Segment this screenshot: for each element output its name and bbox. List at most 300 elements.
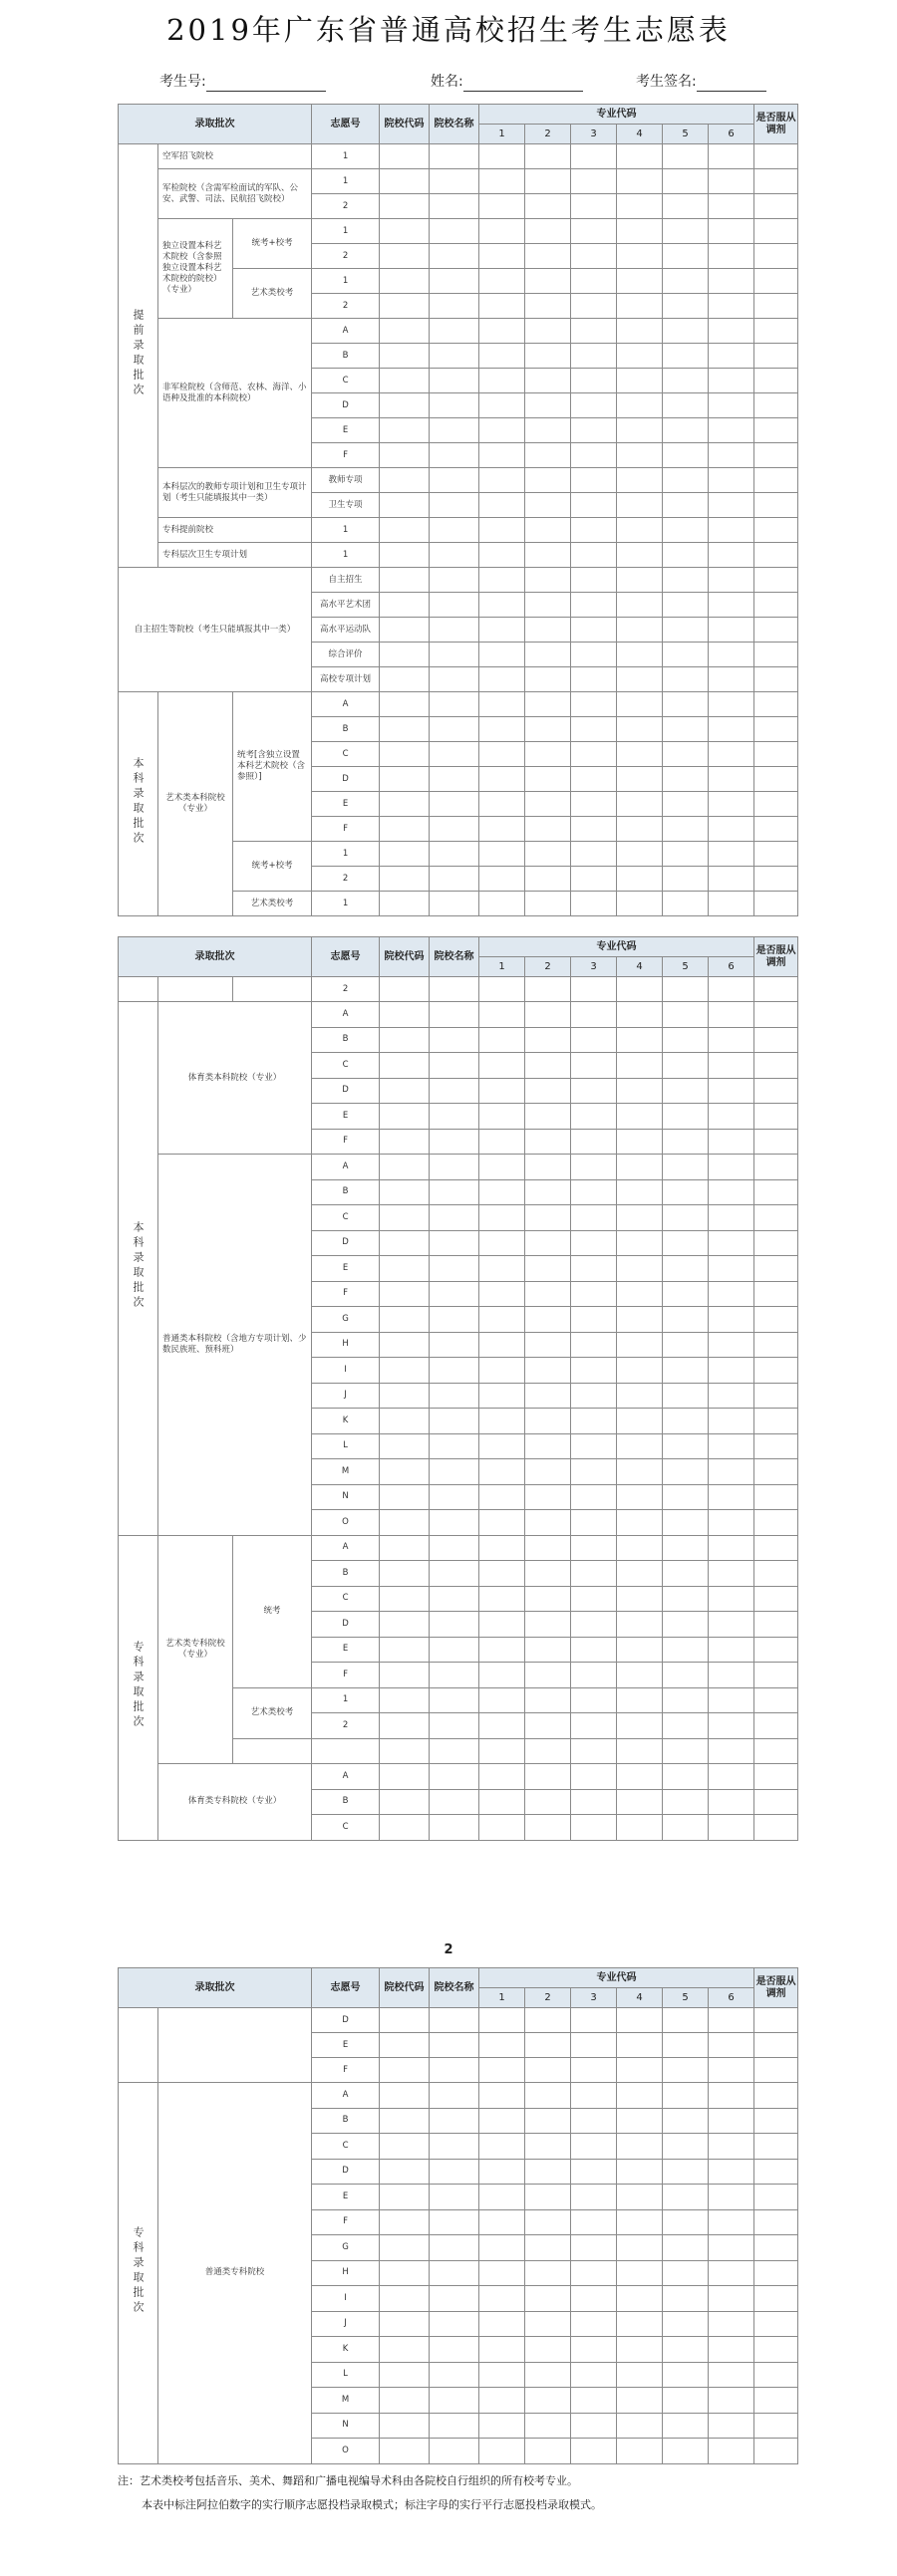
form-entry-cell[interactable] (617, 1002, 663, 1028)
form-entry-cell[interactable] (709, 767, 754, 792)
form-entry-cell[interactable] (479, 2235, 525, 2261)
form-entry-cell[interactable] (525, 393, 571, 418)
form-entry-cell[interactable] (617, 2388, 663, 2414)
form-entry-cell[interactable] (617, 977, 663, 1002)
form-entry-cell[interactable] (663, 593, 709, 618)
form-entry-cell[interactable] (430, 1484, 479, 1510)
form-entry-cell[interactable] (571, 2362, 617, 2388)
form-entry-cell[interactable] (380, 1815, 430, 1841)
form-entry-cell[interactable] (663, 1815, 709, 1841)
form-entry-cell[interactable] (754, 742, 798, 767)
form-entry-cell[interactable] (709, 1230, 754, 1256)
form-entry-cell[interactable] (525, 1815, 571, 1841)
form-entry-cell[interactable] (617, 1561, 663, 1587)
form-entry-cell[interactable] (709, 842, 754, 867)
form-entry-cell[interactable] (754, 1713, 798, 1739)
form-entry-cell[interactable] (380, 2362, 430, 2388)
form-entry-cell[interactable] (430, 1586, 479, 1612)
form-entry-cell[interactable] (754, 393, 798, 418)
form-entry-cell[interactable] (571, 393, 617, 418)
form-entry-cell[interactable] (754, 568, 798, 593)
form-entry-cell[interactable] (754, 219, 798, 244)
form-entry-cell[interactable] (617, 269, 663, 294)
form-entry-cell[interactable] (754, 2413, 798, 2439)
form-entry-cell[interactable] (430, 294, 479, 319)
form-entry-cell[interactable] (430, 269, 479, 294)
form-entry-cell[interactable] (617, 1663, 663, 1688)
form-entry-cell[interactable] (617, 692, 663, 717)
form-entry-cell[interactable] (380, 2134, 430, 2160)
form-entry-cell[interactable] (525, 667, 571, 692)
form-entry-cell[interactable] (380, 1307, 430, 1333)
form-entry-cell[interactable] (571, 1053, 617, 1079)
form-entry-cell[interactable] (617, 717, 663, 742)
form-entry-cell[interactable] (479, 1484, 525, 1510)
form-entry-cell[interactable] (380, 717, 430, 742)
form-entry-cell[interactable] (430, 692, 479, 717)
form-entry-cell[interactable] (525, 518, 571, 543)
form-entry-cell[interactable] (754, 1484, 798, 1510)
form-entry-cell[interactable] (479, 1078, 525, 1104)
form-entry-cell[interactable] (663, 2134, 709, 2160)
form-entry-cell[interactable] (571, 1256, 617, 1282)
form-entry-cell[interactable] (430, 1433, 479, 1459)
form-entry-cell[interactable] (571, 2058, 617, 2083)
form-entry-cell[interactable] (663, 1612, 709, 1638)
form-entry-cell[interactable] (709, 1612, 754, 1638)
form-entry-cell[interactable] (617, 144, 663, 169)
form-entry-cell[interactable] (709, 418, 754, 443)
form-entry-cell[interactable] (571, 1358, 617, 1384)
form-entry-cell[interactable] (479, 543, 525, 568)
form-entry-cell[interactable] (663, 892, 709, 916)
form-entry-cell[interactable] (525, 1104, 571, 1130)
form-entry-cell[interactable] (380, 767, 430, 792)
form-entry-cell[interactable] (754, 1281, 798, 1307)
form-entry-cell[interactable] (571, 319, 617, 344)
form-entry-cell[interactable] (430, 1510, 479, 1536)
form-entry-cell[interactable] (617, 817, 663, 842)
form-entry-cell[interactable] (380, 1738, 430, 1764)
form-entry-cell[interactable] (617, 667, 663, 692)
form-entry-cell[interactable] (525, 1663, 571, 1688)
form-entry-cell[interactable] (709, 1637, 754, 1663)
form-entry-cell[interactable] (663, 2185, 709, 2210)
form-entry-cell[interactable] (754, 2311, 798, 2337)
form-entry-cell[interactable] (479, 792, 525, 817)
form-entry-cell[interactable] (709, 1561, 754, 1587)
form-entry-cell[interactable] (617, 2058, 663, 2083)
form-entry-cell[interactable] (709, 1383, 754, 1409)
form-entry-cell[interactable] (380, 1663, 430, 1688)
form-entry-cell[interactable] (617, 1179, 663, 1205)
form-entry-cell[interactable] (571, 219, 617, 244)
form-entry-cell[interactable] (754, 493, 798, 518)
form-entry-cell[interactable] (709, 1815, 754, 1841)
form-entry-cell[interactable] (479, 593, 525, 618)
form-entry-cell[interactable] (754, 1104, 798, 1130)
form-entry-cell[interactable] (525, 2108, 571, 2134)
form-entry-cell[interactable] (617, 2260, 663, 2286)
form-entry-cell[interactable] (430, 1027, 479, 1053)
form-entry-cell[interactable] (525, 1155, 571, 1180)
form-entry-cell[interactable] (380, 1383, 430, 1409)
form-entry-cell[interactable] (380, 369, 430, 393)
form-entry-cell[interactable] (430, 1383, 479, 1409)
form-entry-cell[interactable] (479, 2413, 525, 2439)
form-entry-cell[interactable] (571, 2185, 617, 2210)
form-entry-cell[interactable] (709, 742, 754, 767)
form-entry-cell[interactable] (430, 842, 479, 867)
signature-line[interactable] (697, 74, 766, 92)
form-entry-cell[interactable] (525, 2439, 571, 2464)
form-entry-cell[interactable] (709, 1307, 754, 1333)
form-entry-cell[interactable] (709, 2337, 754, 2363)
form-entry-cell[interactable] (663, 144, 709, 169)
form-entry-cell[interactable] (663, 1713, 709, 1739)
form-entry-cell[interactable] (430, 1713, 479, 1739)
form-entry-cell[interactable] (754, 2159, 798, 2185)
form-entry-cell[interactable] (617, 742, 663, 767)
form-entry-cell[interactable] (380, 2058, 430, 2083)
form-entry-cell[interactable] (571, 1687, 617, 1713)
form-entry-cell[interactable] (430, 593, 479, 618)
form-entry-cell[interactable] (709, 1510, 754, 1536)
form-entry-cell[interactable] (479, 2286, 525, 2312)
form-entry-cell[interactable] (430, 2311, 479, 2337)
form-entry-cell[interactable] (709, 1433, 754, 1459)
form-entry-cell[interactable] (525, 1510, 571, 1536)
form-entry-cell[interactable] (663, 518, 709, 543)
form-entry-cell[interactable] (663, 1332, 709, 1358)
form-entry-cell[interactable] (617, 2083, 663, 2109)
form-entry-cell[interactable] (754, 319, 798, 344)
form-entry-cell[interactable] (380, 1179, 430, 1205)
form-entry-cell[interactable] (754, 2260, 798, 2286)
form-entry-cell[interactable] (709, 1179, 754, 1205)
form-entry-cell[interactable] (754, 1612, 798, 1638)
form-entry-cell[interactable] (525, 1281, 571, 1307)
form-entry-cell[interactable] (617, 418, 663, 443)
form-entry-cell[interactable] (525, 468, 571, 493)
form-entry-cell[interactable] (663, 742, 709, 767)
form-entry-cell[interactable] (430, 1764, 479, 1790)
form-entry-cell[interactable] (571, 169, 617, 194)
form-entry-cell[interactable] (709, 2108, 754, 2134)
form-entry-cell[interactable] (479, 443, 525, 468)
form-entry-cell[interactable] (617, 1383, 663, 1409)
form-entry-cell[interactable] (430, 1561, 479, 1587)
form-entry-cell[interactable] (754, 443, 798, 468)
form-entry-cell[interactable] (479, 1738, 525, 1764)
form-entry-cell[interactable] (525, 1484, 571, 1510)
form-entry-cell[interactable] (525, 1764, 571, 1790)
form-entry-cell[interactable] (663, 977, 709, 1002)
form-entry-cell[interactable] (754, 1179, 798, 1205)
form-entry-cell[interactable] (479, 1586, 525, 1612)
form-entry-cell[interactable] (754, 977, 798, 1002)
form-entry-cell[interactable] (380, 1637, 430, 1663)
form-entry-cell[interactable] (380, 643, 430, 667)
form-entry-cell[interactable] (754, 1764, 798, 1790)
form-entry-cell[interactable] (380, 1053, 430, 1079)
form-entry-cell[interactable] (430, 817, 479, 842)
form-entry-cell[interactable] (430, 568, 479, 593)
form-entry-cell[interactable] (663, 1687, 709, 1713)
form-entry-cell[interactable] (709, 667, 754, 692)
form-entry-cell[interactable] (663, 2260, 709, 2286)
form-entry-cell[interactable] (430, 169, 479, 194)
form-entry-cell[interactable] (617, 443, 663, 468)
form-entry-cell[interactable] (709, 1663, 754, 1688)
form-entry-cell[interactable] (754, 2008, 798, 2033)
form-entry-cell[interactable] (754, 1789, 798, 1815)
form-entry-cell[interactable] (617, 1637, 663, 1663)
form-entry-cell[interactable] (571, 1789, 617, 1815)
form-entry-cell[interactable] (479, 1332, 525, 1358)
form-entry-cell[interactable] (380, 518, 430, 543)
form-entry-cell[interactable] (663, 1459, 709, 1485)
form-entry-cell[interactable] (709, 1484, 754, 1510)
form-entry-cell[interactable] (617, 1815, 663, 1841)
form-entry-cell[interactable] (430, 1104, 479, 1130)
form-entry-cell[interactable] (479, 1764, 525, 1790)
form-entry-cell[interactable] (709, 1053, 754, 1079)
form-entry-cell[interactable] (430, 1281, 479, 1307)
form-entry-cell[interactable] (709, 568, 754, 593)
form-entry-cell[interactable] (663, 2413, 709, 2439)
form-entry-cell[interactable] (617, 892, 663, 916)
form-entry-cell[interactable] (525, 1713, 571, 1739)
form-entry-cell[interactable] (709, 468, 754, 493)
form-entry-cell[interactable] (430, 1663, 479, 1688)
form-entry-cell[interactable] (617, 543, 663, 568)
form-entry-cell[interactable] (479, 1230, 525, 1256)
form-entry-cell[interactable] (571, 1738, 617, 1764)
form-entry-cell[interactable] (380, 1256, 430, 1282)
form-entry-cell[interactable] (525, 1205, 571, 1231)
form-entry-cell[interactable] (617, 2008, 663, 2033)
form-entry-cell[interactable] (571, 1383, 617, 1409)
form-entry-cell[interactable] (430, 2362, 479, 2388)
form-entry-cell[interactable] (754, 1129, 798, 1155)
form-entry-cell[interactable] (617, 1409, 663, 1434)
form-entry-cell[interactable] (479, 1535, 525, 1561)
form-entry-cell[interactable] (479, 269, 525, 294)
form-entry-cell[interactable] (709, 1002, 754, 1028)
form-entry-cell[interactable] (571, 817, 617, 842)
form-entry-cell[interactable] (380, 1713, 430, 1739)
form-entry-cell[interactable] (754, 1637, 798, 1663)
form-entry-cell[interactable] (754, 144, 798, 169)
form-entry-cell[interactable] (571, 1459, 617, 1485)
form-entry-cell[interactable] (479, 169, 525, 194)
form-entry-cell[interactable] (754, 1053, 798, 1079)
form-entry-cell[interactable] (479, 1510, 525, 1536)
form-entry-cell[interactable] (479, 842, 525, 867)
form-entry-cell[interactable] (479, 2108, 525, 2134)
form-entry-cell[interactable] (380, 792, 430, 817)
form-entry-cell[interactable] (380, 817, 430, 842)
form-entry-cell[interactable] (754, 892, 798, 916)
form-entry-cell[interactable] (571, 294, 617, 319)
candidate-number-field[interactable] (159, 72, 326, 94)
form-entry-cell[interactable] (709, 2260, 754, 2286)
form-entry-cell[interactable] (663, 2058, 709, 2083)
form-entry-cell[interactable] (663, 2439, 709, 2464)
form-entry-cell[interactable] (430, 2083, 479, 2109)
form-entry-cell[interactable] (430, 1053, 479, 1079)
form-entry-cell[interactable] (617, 842, 663, 867)
form-entry-cell[interactable] (709, 1764, 754, 1790)
form-entry-cell[interactable] (525, 742, 571, 767)
form-entry-cell[interactable] (617, 1104, 663, 1130)
form-entry-cell[interactable] (430, 344, 479, 369)
form-entry-cell[interactable] (571, 2260, 617, 2286)
form-entry-cell[interactable] (663, 1433, 709, 1459)
form-entry-cell[interactable] (709, 1205, 754, 1231)
form-entry-cell[interactable] (617, 344, 663, 369)
form-entry-cell[interactable] (617, 1307, 663, 1333)
form-entry-cell[interactable] (754, 1409, 798, 1434)
form-entry-cell[interactable] (380, 319, 430, 344)
form-entry-cell[interactable] (479, 1433, 525, 1459)
form-entry-cell[interactable] (663, 1535, 709, 1561)
form-entry-cell[interactable] (754, 169, 798, 194)
form-entry-cell[interactable] (617, 369, 663, 393)
form-entry-cell[interactable] (617, 1459, 663, 1485)
form-entry-cell[interactable] (617, 468, 663, 493)
form-entry-cell[interactable] (479, 1815, 525, 1841)
form-entry-cell[interactable] (479, 977, 525, 1002)
form-entry-cell[interactable] (617, 1535, 663, 1561)
form-entry-cell[interactable] (380, 294, 430, 319)
form-entry-cell[interactable] (380, 169, 430, 194)
form-entry-cell[interactable] (709, 867, 754, 892)
form-entry-cell[interactable] (430, 1179, 479, 1205)
form-entry-cell[interactable] (430, 667, 479, 692)
form-entry-cell[interactable] (617, 867, 663, 892)
form-entry-cell[interactable] (754, 543, 798, 568)
form-entry-cell[interactable] (380, 543, 430, 568)
form-entry-cell[interactable] (430, 2388, 479, 2414)
form-entry-cell[interactable] (571, 2413, 617, 2439)
form-entry-cell[interactable] (663, 2311, 709, 2337)
form-entry-cell[interactable] (380, 244, 430, 269)
form-entry-cell[interactable] (617, 1205, 663, 1231)
form-entry-cell[interactable] (479, 344, 525, 369)
form-entry-cell[interactable] (380, 1561, 430, 1587)
form-entry-cell[interactable] (754, 1815, 798, 1841)
form-entry-cell[interactable] (430, 1205, 479, 1231)
form-entry-cell[interactable] (709, 1535, 754, 1561)
form-entry-cell[interactable] (709, 1409, 754, 1434)
form-entry-cell[interactable] (663, 443, 709, 468)
form-entry-cell[interactable] (525, 1230, 571, 1256)
form-entry-cell[interactable] (525, 2209, 571, 2235)
form-entry-cell[interactable] (525, 767, 571, 792)
form-entry-cell[interactable] (430, 2108, 479, 2134)
form-entry-cell[interactable] (617, 767, 663, 792)
form-entry-cell[interactable] (754, 1256, 798, 1282)
form-entry-cell[interactable] (571, 1764, 617, 1790)
form-entry-cell[interactable] (754, 344, 798, 369)
form-entry-cell[interactable] (617, 319, 663, 344)
form-entry-cell[interactable] (380, 867, 430, 892)
form-entry-cell[interactable] (479, 2083, 525, 2109)
form-entry-cell[interactable] (663, 493, 709, 518)
form-entry-cell[interactable] (430, 1002, 479, 1028)
form-entry-cell[interactable] (479, 643, 525, 667)
form-entry-cell[interactable] (663, 1179, 709, 1205)
form-entry-cell[interactable] (754, 618, 798, 643)
form-entry-cell[interactable] (709, 1358, 754, 1384)
form-entry-cell[interactable] (571, 1205, 617, 1231)
form-entry-cell[interactable] (617, 1764, 663, 1790)
form-entry-cell[interactable] (571, 1484, 617, 1510)
form-entry-cell[interactable] (380, 1459, 430, 1485)
form-entry-cell[interactable] (380, 1789, 430, 1815)
form-entry-cell[interactable] (754, 1205, 798, 1231)
form-entry-cell[interactable] (663, 767, 709, 792)
form-entry-cell[interactable] (754, 369, 798, 393)
form-entry-cell[interactable] (380, 2159, 430, 2185)
form-entry-cell[interactable] (430, 717, 479, 742)
form-entry-cell[interactable] (571, 1433, 617, 1459)
form-entry-cell[interactable] (709, 393, 754, 418)
form-entry-cell[interactable] (709, 219, 754, 244)
form-entry-cell[interactable] (525, 1535, 571, 1561)
form-entry-cell[interactable] (663, 1027, 709, 1053)
form-entry-cell[interactable] (525, 2159, 571, 2185)
form-entry-cell[interactable] (754, 1535, 798, 1561)
form-entry-cell[interactable] (754, 1358, 798, 1384)
form-entry-cell[interactable] (479, 1205, 525, 1231)
form-entry-cell[interactable] (525, 892, 571, 916)
form-entry-cell[interactable] (663, 1155, 709, 1180)
form-entry-cell[interactable] (380, 393, 430, 418)
form-entry-cell[interactable] (525, 2083, 571, 2109)
form-entry-cell[interactable] (525, 692, 571, 717)
form-entry-cell[interactable] (380, 618, 430, 643)
form-entry-cell[interactable] (571, 1281, 617, 1307)
form-entry-cell[interactable] (754, 1510, 798, 1536)
form-entry-cell[interactable] (571, 2235, 617, 2261)
form-entry-cell[interactable] (430, 792, 479, 817)
form-entry-cell[interactable] (479, 1256, 525, 1282)
form-entry-cell[interactable] (479, 1358, 525, 1384)
form-entry-cell[interactable] (663, 194, 709, 219)
form-entry-cell[interactable] (709, 369, 754, 393)
form-entry-cell[interactable] (754, 767, 798, 792)
form-entry-cell[interactable] (571, 892, 617, 916)
form-entry-cell[interactable] (380, 2008, 430, 2033)
form-entry-cell[interactable] (525, 418, 571, 443)
form-entry-cell[interactable] (479, 194, 525, 219)
form-entry-cell[interactable] (617, 2362, 663, 2388)
form-entry-cell[interactable] (525, 169, 571, 194)
form-entry-cell[interactable] (430, 144, 479, 169)
form-entry-cell[interactable] (617, 1281, 663, 1307)
form-entry-cell[interactable] (663, 2008, 709, 2033)
form-entry-cell[interactable] (754, 2108, 798, 2134)
form-entry-cell[interactable] (709, 2311, 754, 2337)
form-entry-cell[interactable] (571, 194, 617, 219)
form-entry-cell[interactable] (525, 1586, 571, 1612)
form-entry-cell[interactable] (571, 1409, 617, 1434)
form-entry-cell[interactable] (709, 1104, 754, 1130)
form-entry-cell[interactable] (525, 2134, 571, 2160)
